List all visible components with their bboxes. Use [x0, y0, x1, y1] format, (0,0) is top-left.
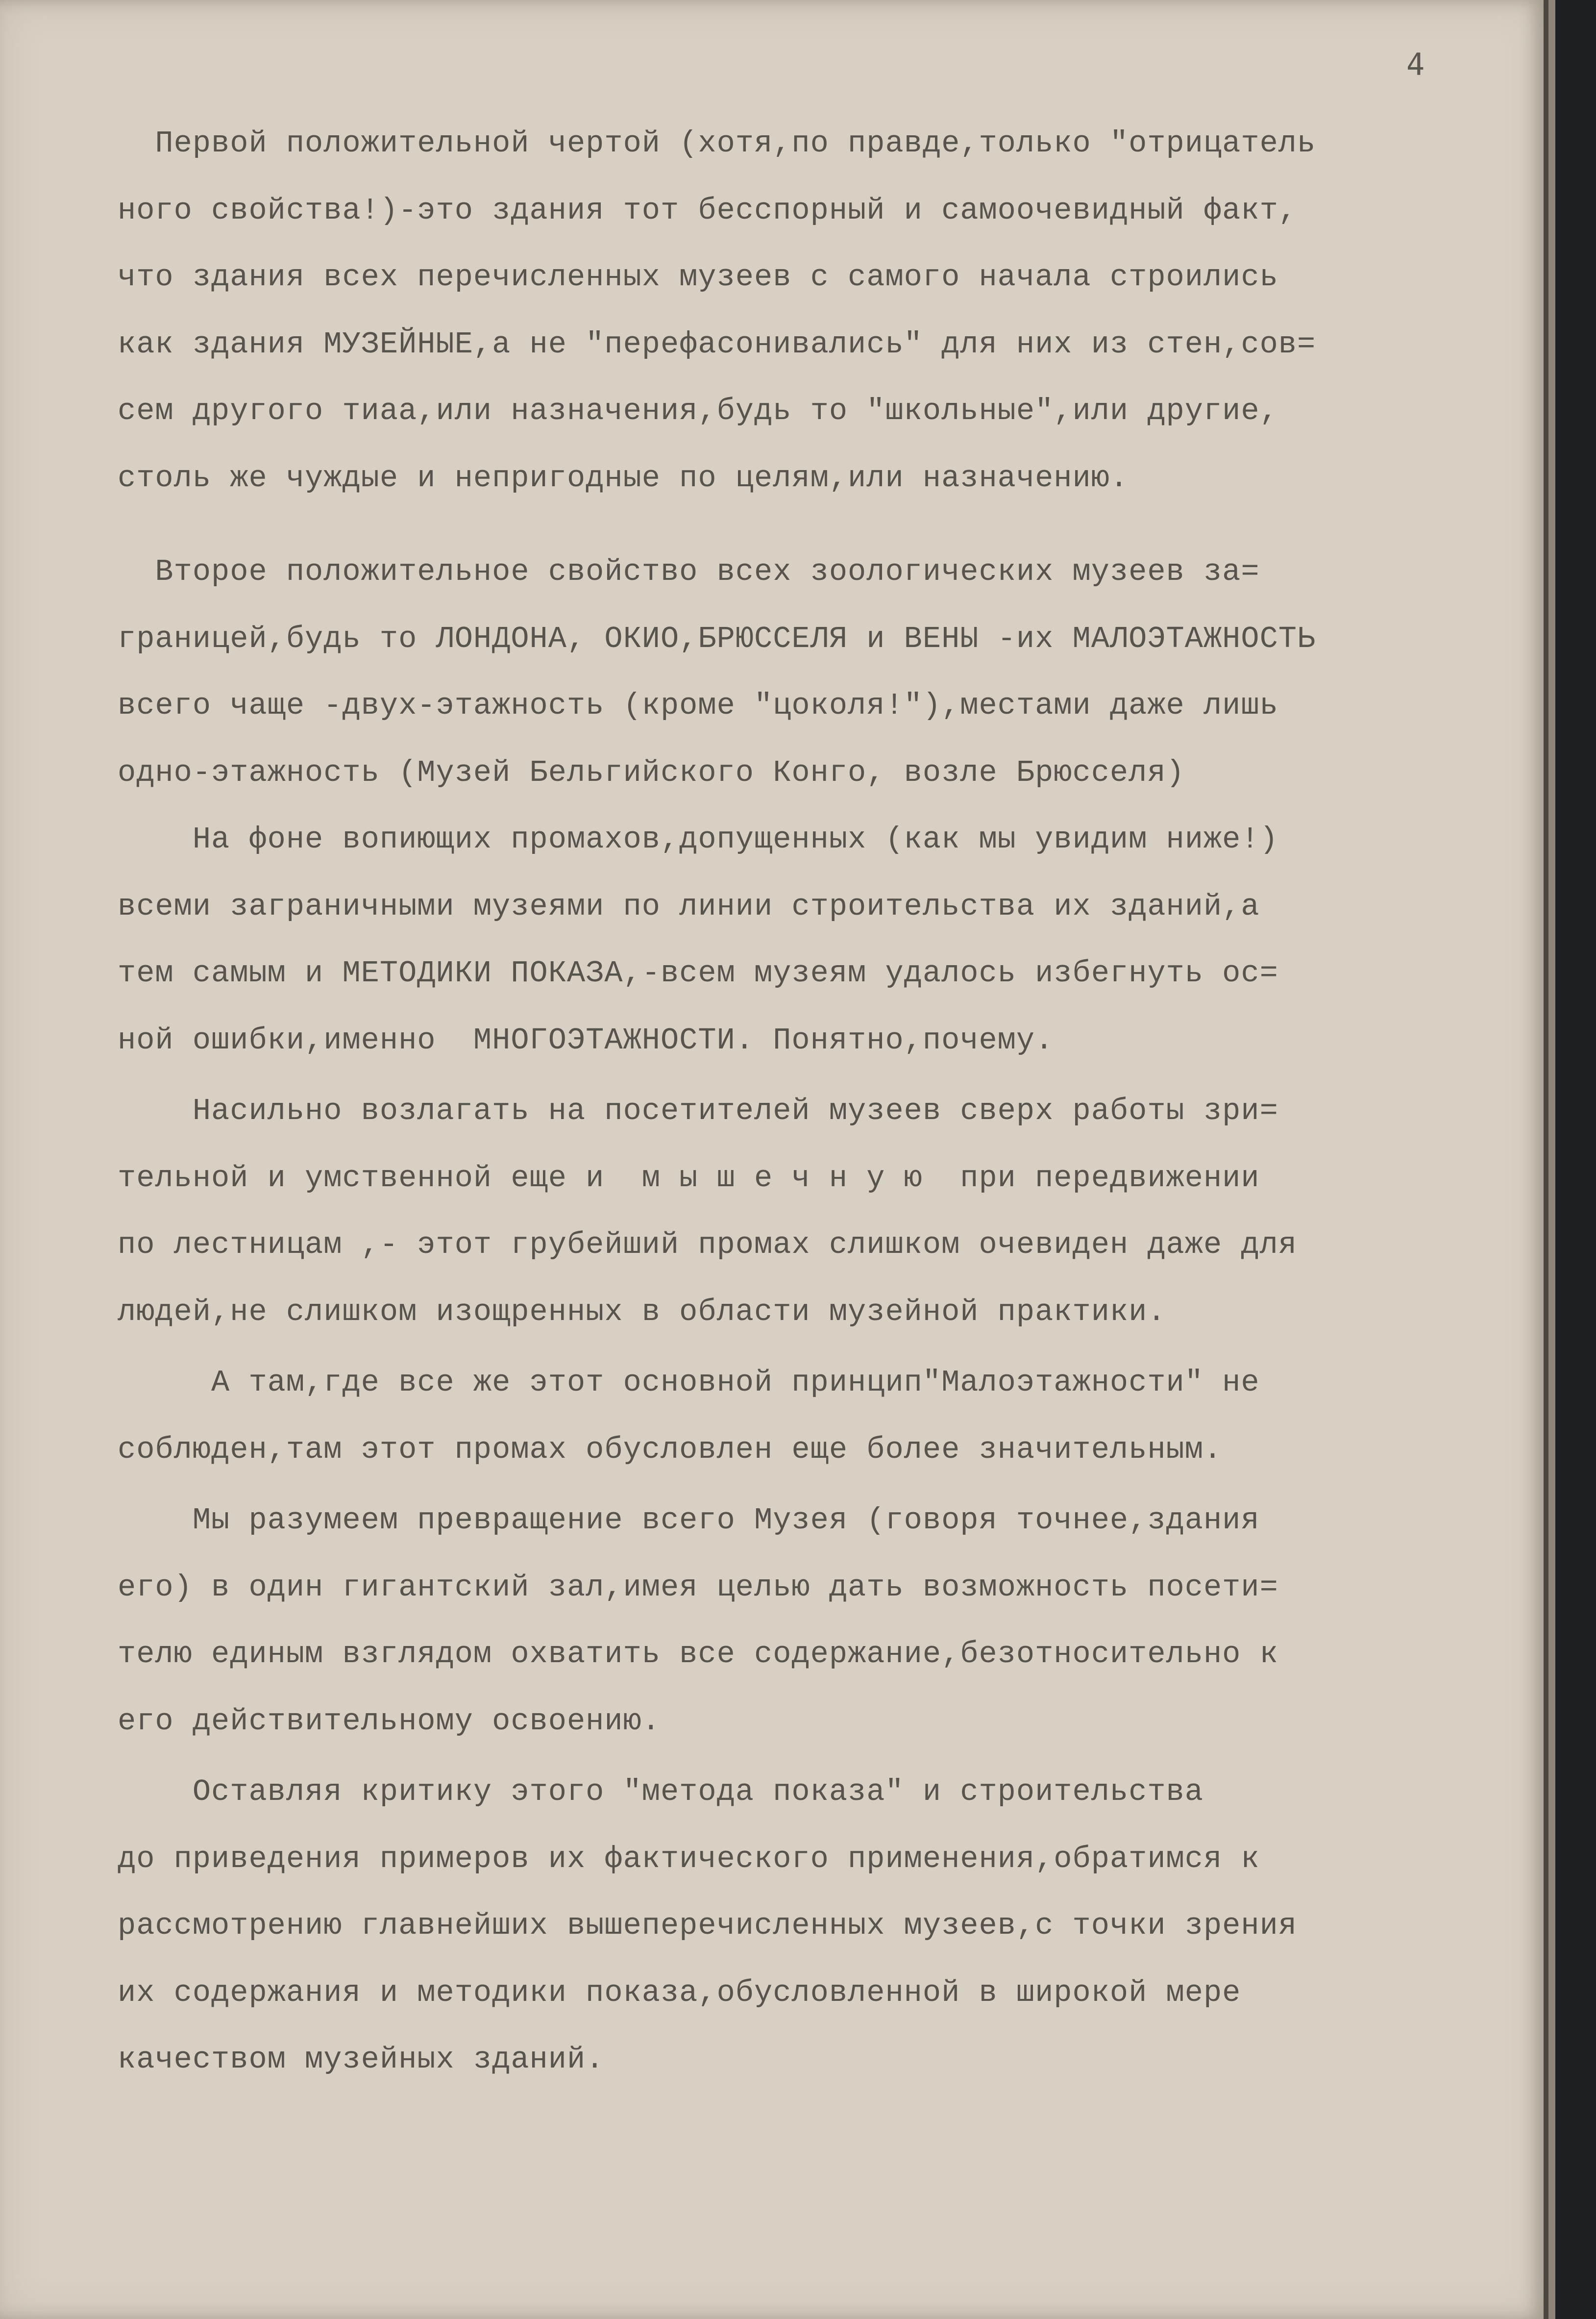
- text-line: всеми заграничными музеями по линии строительства их зданий,а: [118, 889, 1260, 924]
- paragraph-5: [118, 1349, 1529, 1483]
- text-line: рассмотрению главнейших вышеперечисленных музеев,с точки зрения: [118, 1908, 1297, 1943]
- page-edge-shadow: [1548, 0, 1555, 2319]
- typewritten-text: [118, 110, 1529, 2094]
- paragraph-7: [118, 1759, 1529, 2094]
- text-line: Первой положительной чертой (хотя,по правде,только "отрицатель: [118, 126, 1316, 161]
- text-line: ного свойства!)-это здания тот бесспорный и самоочевидный факт,: [118, 193, 1297, 228]
- paragraph-3: [118, 806, 1529, 1074]
- text-line: соблюден,там этот промах обусловлен еще более значительным.: [118, 1432, 1223, 1467]
- paragraph-1: [118, 110, 1529, 512]
- text-line: тем самым и МЕТОДИКИ ПОКАЗА,-всем музеям удалось избегнуть ос=: [118, 956, 1278, 991]
- text-line: его) в один гигантский зал,имея целью дать возможность посети=: [118, 1570, 1278, 1605]
- text-line: Насильно возлагать на посетителей музеев сверх работы зри=: [118, 1094, 1278, 1128]
- text-line: сем другого тиаа,или назначения,будь то "школьные",или другие,: [118, 394, 1278, 428]
- text-line: одно-этажность (Музей Бельгийского Конго, возле Брюсселя): [118, 755, 1185, 790]
- text-line: по лестницам ,- этот грубейший промах слишком очевиден даже для: [118, 1227, 1297, 1262]
- text-line: Второе положительное свойство всех зоологических музеев за=: [118, 554, 1260, 589]
- text-line: Мы разумеем превращение всего Музея (говоря точнее,здания: [118, 1503, 1260, 1538]
- text-line: людей,не слишком изощренных в области музейной практики.: [118, 1294, 1166, 1329]
- page-number: 4: [1406, 47, 1425, 82]
- text-line: всего чаще -двух-этажность (кроме "цоколя!"),местами даже лишь: [118, 688, 1278, 723]
- text-line: телю единым взглядом охватить все содержание,безотносительно к: [118, 1637, 1278, 1671]
- paragraph-4: [118, 1078, 1529, 1346]
- paragraph-6: [118, 1487, 1529, 1755]
- text-line: их содержания и методики показа,обусловленной в широкой мере: [118, 1975, 1241, 2010]
- text-line: А там,где все же этот основной принцип"Малоэтажности" не: [118, 1365, 1260, 1400]
- text-line: что здания всех перечисленных музеев с самого начала строились: [118, 260, 1278, 295]
- paragraph-2: [118, 539, 1529, 806]
- text-line: качеством музейных зданий.: [118, 2042, 605, 2077]
- text-line: границей,будь то ЛОНДОНА, ОКИО,БРЮССЕЛЯ и ВЕНЫ -их МАЛОЭТАЖНОСТЬ: [118, 621, 1316, 656]
- text-line: ной ошибки,именно МНОГОЭТАЖНОСТИ. Понятно,почему.: [118, 1022, 1054, 1058]
- text-line: столь же чуждые и непригодные по целям,или назначению.: [118, 460, 1129, 496]
- text-line: тельной и умственной еще и м ы ш е ч н у ю при передвижении: [118, 1160, 1260, 1196]
- text-line: до приведения примеров их фактического применения,обратимся к: [118, 1841, 1260, 1876]
- page-edge: [1544, 0, 1548, 2319]
- text-line: его действительному освоению.: [118, 1703, 661, 1739]
- text-line: Оставляя критику этого "метода показа" и строительства: [118, 1774, 1203, 1809]
- text-line: На фоне вопиющих промахов,допущенных (как мы увидим ниже!): [118, 822, 1278, 857]
- text-line: как здания МУЗЕЙНЫЕ,а не "перефасонивались" для них из стен,сов=: [118, 326, 1316, 362]
